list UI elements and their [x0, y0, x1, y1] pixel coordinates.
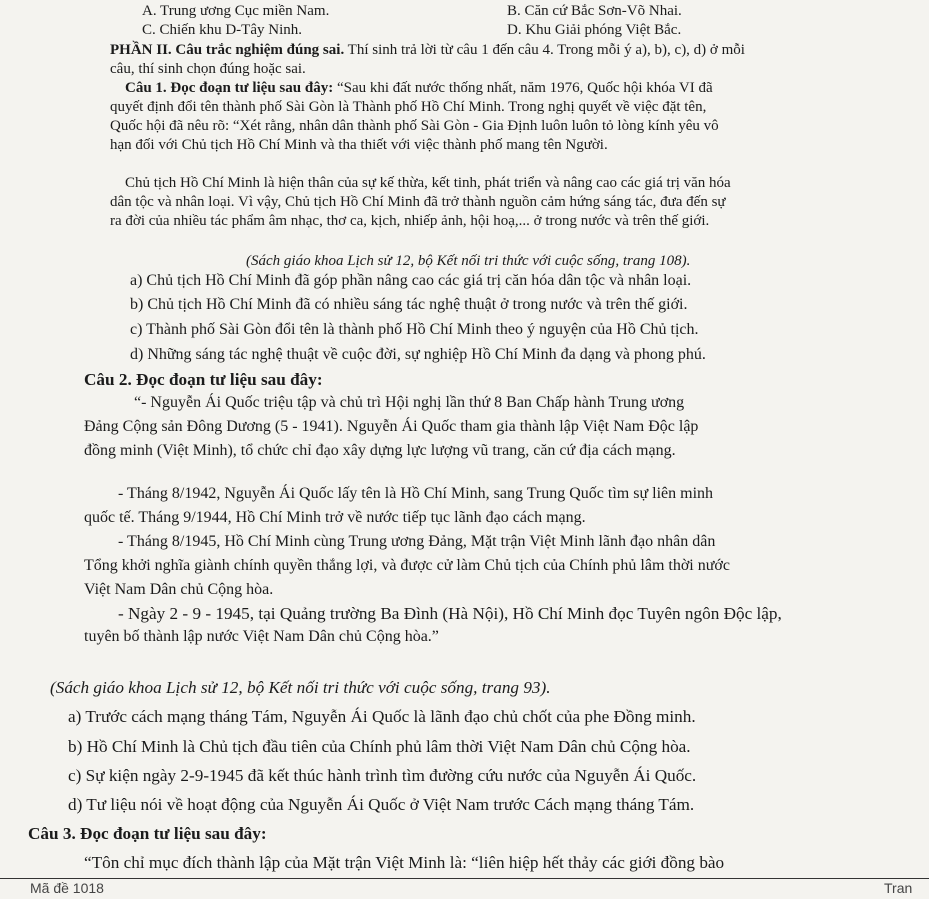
- q2-text-line: Việt Nam Dân chủ Cộng hòa.: [84, 581, 274, 598]
- q1-text-line: ra đời của nhiều tác phẩm âm nhạc, thơ ca, kịch, nhiếp ảnh, hội hoạ,... ở trong nước và trên thế giới.: [110, 213, 710, 229]
- footer-divider: [0, 878, 929, 879]
- q2-statement-a: a) Trước cách mạng tháng Tám, Nguyễn Ái Quốc là lãnh đạo chủ chốt của phe Đồng minh.: [68, 707, 696, 726]
- q1-label: Câu 1. Đọc đoạn tư liệu sau đây:: [125, 80, 334, 96]
- q1-statement-b: b) Chủ tịch Hồ Chí Minh đã có nhiều sáng tác nghệ thuật ở trong nước và trên thế giới.: [130, 296, 688, 313]
- option-d: D. Khu Giải phóng Việt Bắc.: [507, 22, 682, 38]
- q1-text-line: hạn đối với Chủ tịch Hồ Chí Minh và tha thiết với việc thành phố mang tên Người.: [110, 137, 608, 153]
- q1-statement-a: a) Chủ tịch Hồ Chí Minh đã góp phần nâng cao các giá trị căn hóa dân tộc và nhân loại.: [130, 272, 692, 289]
- page-label: Tran: [884, 880, 913, 896]
- q1-text-line: Chủ tịch Hồ Chí Minh là hiện thân của sự kế thừa, kết tinh, phát triển và nâng cao các giá trị văn hóa: [125, 175, 731, 191]
- q3-text-line: “Tôn chỉ mục đích thành lập của Mặt trận Việt Minh là: “liên hiệp hết thảy các giới đồng bào: [84, 853, 725, 872]
- q1-text-line: quyết định đổi tên thành phố Sài Gòn là Thành phố Hồ Chí Minh. Trong nghị quyết về việc đặt tên,: [110, 99, 707, 115]
- q2-text-line: “- Nguyễn Ái Quốc triệu tập và chủ trì Hội nghị lần thứ 8 Ban Chấp hành Trung ương: [134, 394, 685, 411]
- q2-text-line: Đảng Cộng sản Đông Dương (5 - 1941). Nguyễn Ái Quốc tham gia thành lập Việt Nam Độc lập: [84, 418, 699, 435]
- option-b: B. Căn cứ Bắc Sơn-Võ Nhai.: [507, 3, 682, 19]
- q1-text-line: dân tộc và nhân loại. Vì vậy, Chủ tịch Hồ Chí Minh đã trở thành nguồn cảm hứng sáng tác, đưa đến sự: [110, 194, 726, 210]
- q1-text-start: “Sau khi đất nước thống nhất, năm 1976, Quốc hội khóa VI đã: [333, 80, 713, 96]
- q1-text-line: Quốc hội đã nêu rõ: “Xét rằng, nhân dân thành phố Sài Gòn - Gia Định luôn luôn tỏ lòng kính yêu vô: [110, 118, 719, 134]
- q2-text-line: quốc tế. Tháng 9/1944, Hồ Chí Minh trở về nước tiếp tục lãnh đạo cách mạng.: [84, 509, 586, 526]
- q2-statement-b: b) Hồ Chí Minh là Chủ tịch đầu tiên của Chính phủ lâm thời Việt Nam Dân chủ Cộng hòa.: [68, 737, 691, 756]
- q2-statement-c: c) Sự kiện ngày 2-9-1945 đã kết thúc hành trình tìm đường cứu nước của Nguyễn Ái Quốc.: [68, 766, 697, 785]
- q1-statement-c: c) Thành phố Sài Gòn đổi tên là thành phố Hồ Chí Minh theo ý nguyện của Hồ Chủ tịch.: [130, 321, 699, 338]
- q2-label: Câu 2. Đọc đoạn tư liệu sau đây:: [84, 370, 323, 389]
- q2-text-line: Tổng khởi nghĩa giành chính quyền thắng lợi, và được cử làm Chủ tịch của Chính phủ lâm thời nước: [84, 557, 730, 574]
- q2-text-line: tuyên bố thành lập nước Việt Nam Dân chủ Cộng hòa.”: [84, 628, 439, 645]
- option-a: A. Trung ương Cục miền Nam.: [142, 3, 330, 19]
- q2-text-line: đồng minh (Việt Minh), tổ chức chỉ đạo xây dựng lực lượng vũ trang, căn cứ địa cách mạng.: [84, 442, 676, 459]
- part2-intro-line2: câu, thí sinh chọn đúng hoặc sai.: [110, 61, 306, 77]
- q2-text-line: - Tháng 8/1942, Nguyễn Ái Quốc lấy tên là Hồ Chí Minh, sang Trung Quốc tìm sự liên minh: [118, 485, 714, 502]
- part2-heading: PHẦN II. Câu trắc nghiệm đúng sai.: [110, 42, 345, 58]
- q2-source: (Sách giáo khoa Lịch sử 12, bộ Kết nối tri thức với cuộc sống, trang 93).: [50, 678, 551, 697]
- part2-intro-line1: [110, 42, 745, 59]
- exam-code: Mã đề 1018: [30, 880, 104, 896]
- part2-intro-text: Thí sinh trả lời từ câu 1 đến câu 4. Trong mỗi ý a), b), c), d) ở mỗi: [344, 42, 745, 58]
- q2-statement-d: d) Tư liệu nói về hoạt động của Nguyễn Ái Quốc ở Việt Nam trước Cách mạng tháng Tám.: [68, 795, 695, 814]
- q1-statement-d: d) Những sáng tác nghệ thuật về cuộc đời, sự nghiệp Hồ Chí Minh đa dạng và phong phú.: [130, 346, 706, 363]
- q1-source: (Sách giáo khoa Lịch sử 12, bộ Kết nối tri thức với cuộc sống, trang 108).: [246, 253, 691, 269]
- q3-label: Câu 3. Đọc đoạn tư liệu sau đây:: [28, 824, 267, 843]
- option-c: C. Chiến khu D-Tây Ninh.: [142, 22, 302, 38]
- q2-text-line: - Ngày 2 - 9 - 1945, tại Quảng trường Ba Đình (Hà Nội), Hồ Chí Minh đọc Tuyên ngôn Độc lập,: [118, 604, 782, 623]
- q2-text-line: - Tháng 8/1945, Hồ Chí Minh cùng Trung ương Đảng, Mặt trận Việt Minh lãnh đạo nhân dân: [118, 533, 716, 550]
- q1-first-line: [125, 80, 713, 97]
